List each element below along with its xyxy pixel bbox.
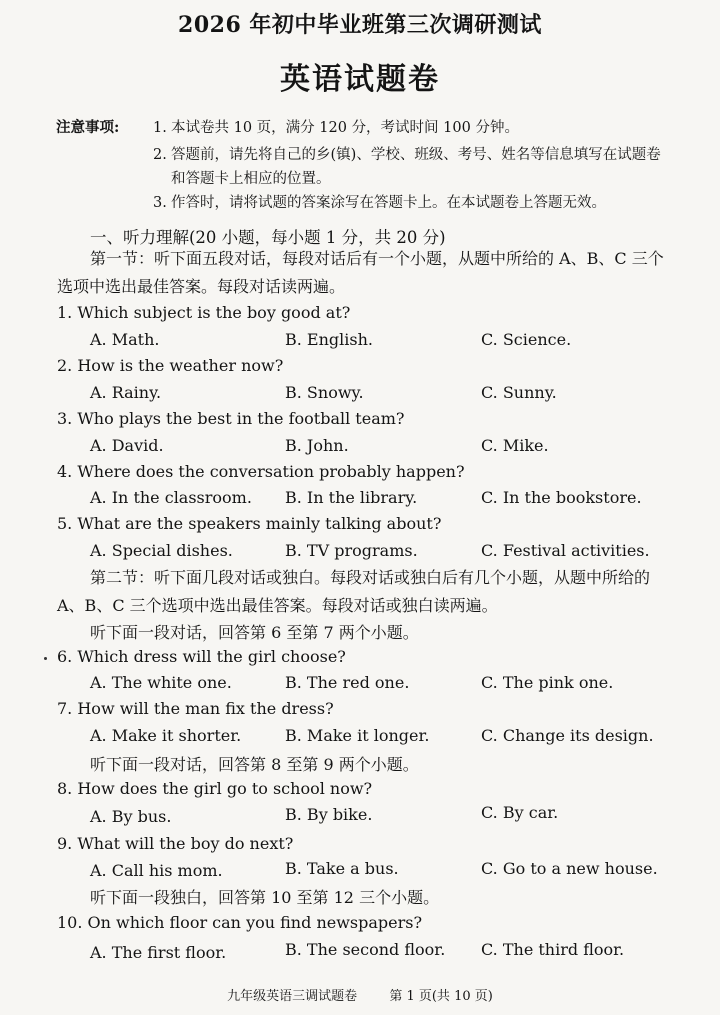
question-6: 6. Which dress will the girl choose? — [57, 647, 346, 666]
option-b: B. Take a bus. — [285, 859, 399, 878]
option-b: B. TV programs. — [285, 541, 418, 560]
option-a: A. The first floor. — [90, 943, 227, 962]
option-c: C. Festival activities. — [481, 541, 650, 560]
option-c: C. Go to a new house. — [481, 859, 658, 878]
question-3: 3. Who plays the best in the football team? — [57, 409, 405, 428]
option-c: C. Science. — [481, 330, 572, 349]
footer-exam-name: 九年级英语三调试题卷 — [227, 989, 358, 1004]
option-b: B. By bike. — [285, 805, 373, 824]
notice-item-number: 2. — [153, 147, 167, 163]
option-a: A. Math. — [90, 330, 160, 349]
option-b: B. The second floor. — [285, 940, 446, 959]
section2-intro: 第二节：听下面几段对话或独白。每段对话或独白后有几个小题，从题中所给的 A、B、C 三个选项中选出最佳答案。每段对话或独白读两遍。 — [57, 568, 651, 615]
notice-item-number: 3. — [153, 195, 167, 211]
notice-item-text: 本试卷共 10 页，满分 120 分，考试时间 100 分钟。 — [171, 120, 519, 136]
option-b: B. John. — [285, 436, 349, 455]
option-b: B. Make it longer. — [285, 726, 430, 745]
notice-item-number: 1. — [153, 120, 167, 136]
option-c: C. Change its design. — [481, 726, 654, 745]
sub-intro: 听下面一段独白，回答第 10 至第 12 三个小题。 — [90, 888, 440, 907]
notice-item-text: 作答时，请将试题的答案涂写在答题卡上。在本试题卷上答题无效。 — [171, 195, 606, 211]
question-10: 10. On which floor can you find newspapers? — [57, 913, 423, 932]
question-1: 1. Which subject is the boy good at? — [57, 303, 351, 322]
exam-title: 2026 年初中毕业班第三次调研测试 — [178, 12, 542, 38]
option-b: B. Snowy. — [285, 383, 364, 402]
option-c: C. The pink one. — [481, 673, 614, 692]
page-footer — [0, 985, 720, 1004]
option-a: A. Call his mom. — [90, 861, 223, 880]
option-c: C. Sunny. — [481, 383, 557, 402]
section1-intro: 第一节：听下面五段对话，每段对话后有一个小题，从题中所给的 A、B、C 三个选项中选出最佳答案。每段对话读两遍。 — [57, 249, 664, 296]
option-a: A. David. — [90, 436, 164, 455]
option-a: A. Special dishes. — [90, 541, 233, 560]
option-a: A. In the classroom. — [90, 488, 252, 507]
sub-intro: 听下面一段对话，回答第 6 至第 7 两个小题。 — [90, 623, 419, 642]
option-a: A. The white one. — [90, 673, 232, 692]
option-a: A. Rainy. — [90, 383, 162, 402]
option-c: C. By car. — [481, 803, 559, 822]
footer-page-number: 第 1 页(共 10 页) — [389, 989, 493, 1004]
question-2: 2. How is the weather now? — [57, 356, 284, 375]
option-b: B. English. — [285, 330, 373, 349]
option-c: C. In the bookstore. — [481, 488, 642, 507]
section-heading: 一、听力理解(20 小题，每小题 1 分，共 20 分) — [90, 228, 446, 247]
scan-dot — [44, 657, 47, 660]
option-a: A. Make it shorter. — [90, 726, 242, 745]
question-4: 4. Where does the conversation probably happen? — [57, 462, 465, 481]
option-c: C. The third floor. — [481, 940, 625, 959]
option-b: B. In the library. — [285, 488, 418, 507]
notice-label: 注意事项: — [56, 119, 120, 136]
question-5: 5. What are the speakers mainly talking about? — [57, 514, 442, 533]
option-a: A. By bus. — [90, 807, 172, 826]
notice-item-text: 答题前，请先将自己的乡(镇)、学校、班级、考号、姓名等信息填写在试题卷和答题卡上相应的位置。 — [171, 147, 661, 187]
option-c: C. Mike. — [481, 436, 549, 455]
sub-intro: 听下面一段对话，回答第 8 至第 9 两个小题。 — [90, 755, 419, 774]
question-8: 8. How does the girl go to school now? — [57, 779, 373, 798]
option-b: B. The red one. — [285, 673, 410, 692]
exam-subtitle: 英语试题卷 — [280, 62, 440, 97]
question-9: 9. What will the boy do next? — [57, 834, 294, 853]
question-7: 7. How will the man fix the dress? — [57, 699, 334, 718]
